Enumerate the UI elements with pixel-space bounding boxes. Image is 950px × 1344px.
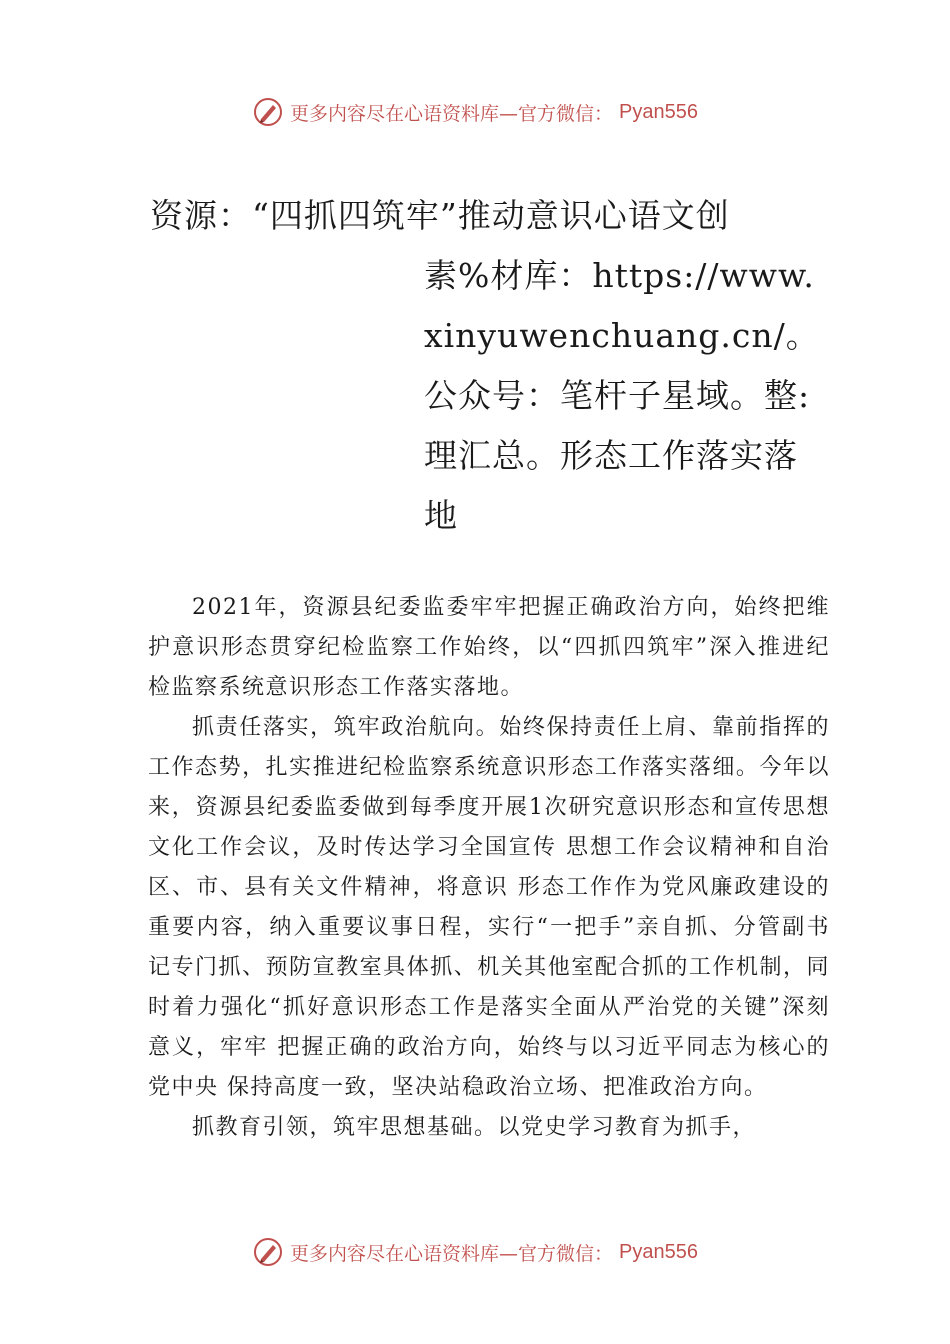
- banner-wechat-id: Pyan556: [619, 100, 698, 123]
- paragraph: 抓责任落实，筑牢政治航向。始终保持责任上肩、靠前指挥的工作态势，扎实推进纪检监察系统意识形态工作落实落细。今年以来，资源县纪委监委做到每季度开展1次研究意识形态和宣传思想文化工作会议，及时传达学习全国宣传 思想工作会议精神和自治区、市、县有关文件精神，将意识 形态工作作为党风廉政建设的重要内容，纳入重要议事日程，实行“一把手”亲自抓、分管副书记专门抓、预防宣教室具体抓、机关其他室配合抓的工作机制，同时着力强化“抓好意识形态工作是落实全面从严治党的关键”深刻意义，牢牢 把握正确的政治方向，始终与以习近平同志为核心的党中央 保持高度一致，坚决站稳政治立场、把准政治方向。: [148, 715, 830, 1100]
- paragraph: 抓教育引领，筑牢思想基础。以党史学习教育为抓手，: [192, 1115, 757, 1140]
- document-title: [150, 186, 840, 546]
- document-body: [148, 588, 830, 1148]
- header-watermark-banner: [0, 96, 950, 128]
- banner-text: 更多内容尽在心语资料库—官方微信：: [290, 1242, 614, 1265]
- title-first-line: 资源：“四抓四筑牢”推动意识心语文创: [150, 196, 730, 235]
- banner-text: 更多内容尽在心语资料库—官方微信：: [290, 102, 614, 125]
- banner-wechat-id: Pyan556: [619, 1240, 698, 1263]
- title-continuation: 素%材库：https://www.xinyuwenchuang.cn/。公众号：笔杆子星域。整:理汇总。形态工作落实落地: [424, 256, 820, 535]
- footer-watermark-banner: [0, 1236, 950, 1268]
- paragraph: 2021年，资源县纪委监委牢牢把握正确政治方向，始终把维护意识形态贯穿纪检监察工作始终，以“四抓四筑牢”深入推进纪检监察系统意识形态工作落实落地。: [148, 595, 830, 700]
- pen-logo-icon: [252, 1236, 284, 1268]
- pen-logo-icon: [252, 96, 284, 128]
